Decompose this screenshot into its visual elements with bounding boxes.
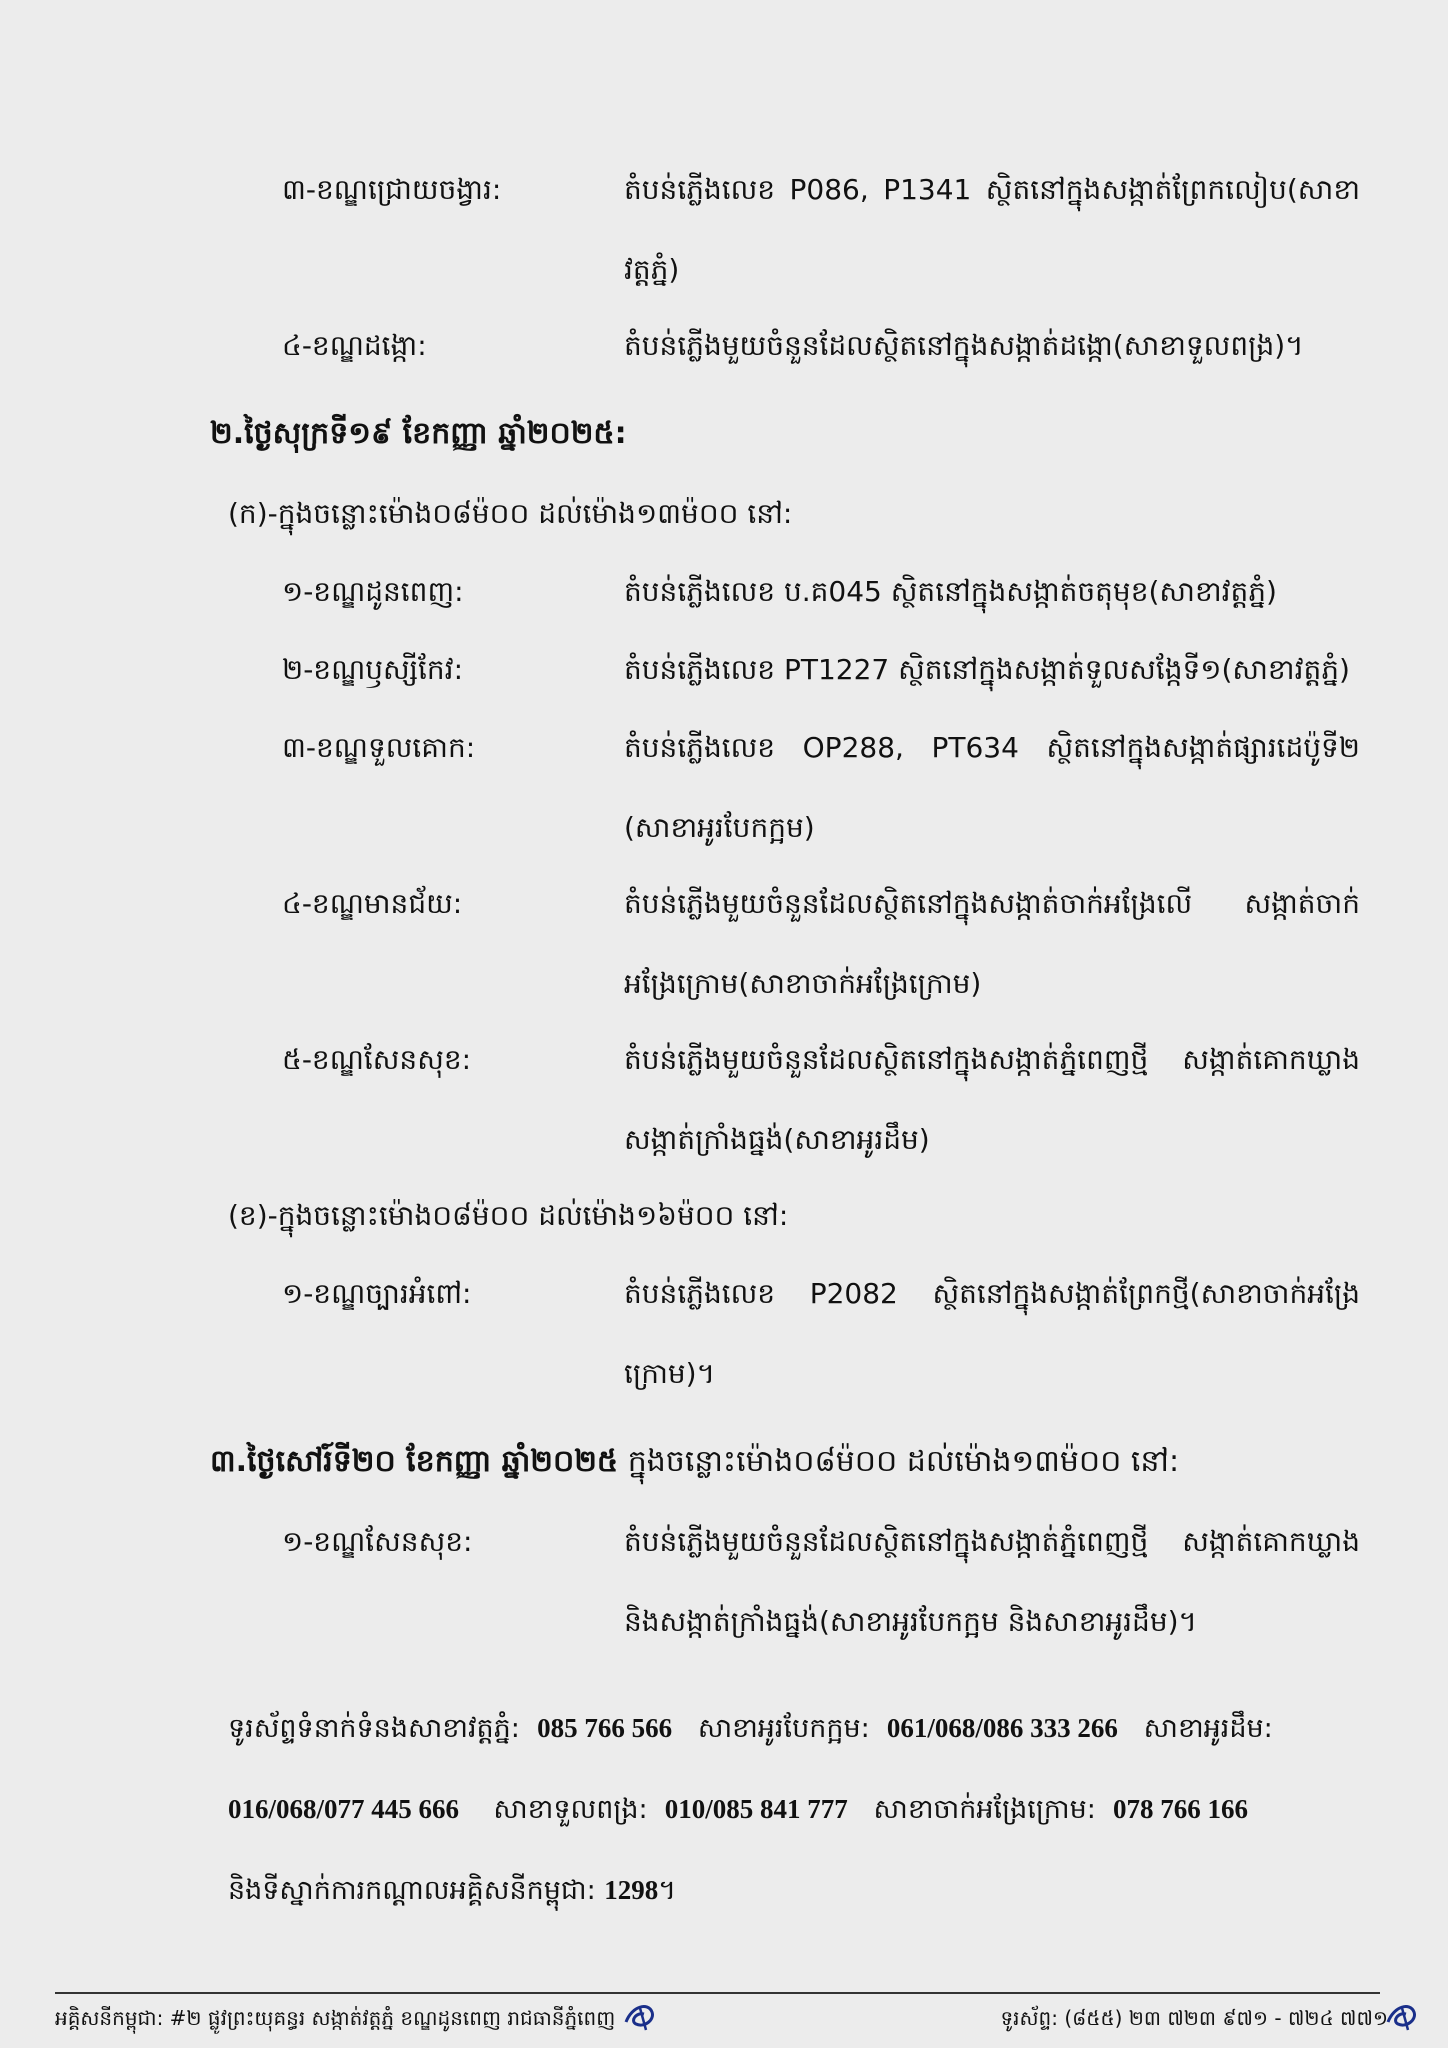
district-label: ៣-ខណ្ឌជ្រោយចង្វារ: (282, 173, 502, 206)
edc-logo-icon (622, 2000, 662, 2034)
list-item (0, 306, 1448, 386)
area-description: តំបន់ភ្លើងមួយចំនួនដែលស្ថិតនៅក្នុងសង្កាត់ចាក់អង្រែលើ សង្កាត់ចាក់អង្រែក្រោម(សាខាចាក់អង្រែក្រោម) (624, 887, 1360, 1000)
day3-heading (210, 1432, 1179, 1492)
day2-part-b-title: (ខ)-ក្នុងចន្លោះម៉ោង០៨ម៉០០ ដល់ម៉ោង១៦ម៉០០ នៅ: (228, 1199, 789, 1232)
phone-ou-baek-kaam: 061/068/086 333 266 (886, 1713, 1118, 1743)
area-description: តំបន់ភ្លើងមួយចំនួនដែលស្ថិតនៅក្នុងសង្កាត់ដង្កោ(សាខាទួលពង្រ)។ (624, 329, 1304, 362)
footer-phone (1000, 1998, 1388, 2038)
list-item (0, 630, 1448, 710)
branch-label: សាខាអូរដឹម: (1143, 1713, 1273, 1744)
area-description: តំបន់ភ្លើងមួយចំនួនដែលស្ថិតនៅក្នុងសង្កាត់ភ្នំពេញថ្មី សង្កាត់គោកឃ្លាង និងសង្កាត់ក្រាំងធ្នង់(សាខាអូរបែកក្អម និងសាខាអូរដឹម)។ (624, 1525, 1360, 1638)
district-label: ៣-ខណ្ឌទួលគោក: (282, 731, 476, 764)
list-item (0, 708, 1448, 844)
area-description: តំបន់ភ្លើងលេខ P2082 ស្ថិតនៅក្នុងសង្កាត់ព្រែកថ្មី(សាខាចាក់អង្រែក្រោម)។ (624, 1277, 1360, 1390)
list-item (0, 150, 1448, 286)
branch-label: សាខាចាក់អង្រែក្រោម: (873, 1794, 1096, 1825)
day3-time-range: ក្នុងចន្លោះម៉ោង០៨ម៉០០ ដល់ម៉ោង១៣ម៉០០ នៅ: (618, 1444, 1180, 1479)
district-label: ៥-ខណ្ឌសែនសុខ: (282, 1043, 472, 1076)
phone-tuol-pongro: 010/085 841 777 (664, 1794, 848, 1824)
branch-label: សាខាទួលពង្រ: (493, 1794, 648, 1825)
area-description: តំបន់ភ្លើងលេខ P086, P1341 ស្ថិតនៅក្នុងសង្កាត់ព្រែកលៀប(សាខាវត្តភ្នំ) (624, 173, 1360, 286)
list-item (0, 1254, 1448, 1390)
footer-address-text: អគ្គិសនីកម្ពុជា: #២ ផ្លូវព្រះយុគន្ធរ សង្កាត់វត្តភ្នំ ខណ្ឌដូនពេញ រាជធានីភ្នំពេញ (55, 2006, 616, 2030)
area-description: តំបន់ភ្លើងមួយចំនួនដែលស្ថិតនៅក្នុងសង្កាត់ភ្នំពេញថ្មី សង្កាត់គោកឃ្លាង សង្កាត់ក្រាំងធ្នង់(សាខាអូរដឹម) (624, 1043, 1360, 1156)
footer-address (55, 1998, 615, 2038)
district-label: ១-ខណ្ឌដូនពេញ: (282, 575, 464, 608)
area-description: តំបន់ភ្លើងលេខ ប.គ045 ស្ថិតនៅក្នុងសង្កាត់ចតុមុខ(សាខាវត្តភ្នំ) (624, 575, 1277, 608)
phone-ou-doem: 016/068/077 445 666 (228, 1794, 460, 1824)
district-label: ២-ខណ្ឌឫស្សីកែវ: (282, 653, 464, 686)
area-description: តំបន់ភ្លើងលេខ PT1227 ស្ថិតនៅក្នុងសង្កាត់ទួលសង្កែទី១(សាខាវត្តភ្នំ) (624, 653, 1350, 686)
district-label: ៤-ខណ្ឌមានជ័យ: (282, 887, 463, 920)
day3-date: ៣.ថ្ងៃសៅរ៍ទី២០ ខែកញ្ញា ឆ្នាំ២០២៥ (210, 1444, 619, 1479)
footer-phone-text: ទូរស័ព្ទ: (៨៥៥) ២៣ ៧២៣ ៩៧១ - ៧២៤ ៧៧១ (1000, 2006, 1388, 2030)
district-label: ១-ខណ្ឌសែនសុខ: (282, 1525, 473, 1558)
list-item (0, 1020, 1448, 1156)
contact-intro: ទូរស័ព្ទទំនាក់ទំនងសាខាវត្តភ្នំ: (228, 1713, 520, 1744)
end-mark: ។ (658, 1875, 677, 1906)
list-item (0, 552, 1448, 632)
phone-wat-phnom: 085 766 566 (537, 1713, 673, 1743)
phone-hq: 1298 (604, 1875, 659, 1905)
phone-chak-angre: 078 766 166 (1113, 1794, 1248, 1824)
list-item (0, 864, 1448, 1000)
district-label: ១-ខណ្ឌច្បារអំពៅ: (282, 1277, 472, 1310)
contact-block (228, 1688, 1360, 1931)
edc-logo-icon (1384, 2000, 1424, 2034)
footer-divider (55, 1992, 1380, 1994)
list-item (0, 1502, 1448, 1638)
day2-part-a-title: (ក)-ក្នុងចន្លោះម៉ោង០៨ម៉០០ ដល់ម៉ោង១៣ម៉០០ នៅ: (228, 497, 793, 530)
area-description: តំបន់ភ្លើងលេខ OP288, PT634 ស្ថិតនៅក្នុងសង្កាត់ផ្សារដេប៉ូទី២ (សាខាអូរបែកក្អម) (624, 731, 1360, 844)
day2-heading: ២.ថ្ងៃសុក្រទី១៩ ខែកញ្ញា ឆ្នាំ២០២៥: (210, 416, 627, 451)
branch-label: សាខាអូរបែកក្អម: (697, 1713, 870, 1744)
district-label: ៤-ខណ្ឌដង្កោ: (282, 329, 427, 362)
hq-label: និងទីស្នាក់ការកណ្តាលអគ្គិសនីកម្ពុជា: (228, 1875, 596, 1906)
